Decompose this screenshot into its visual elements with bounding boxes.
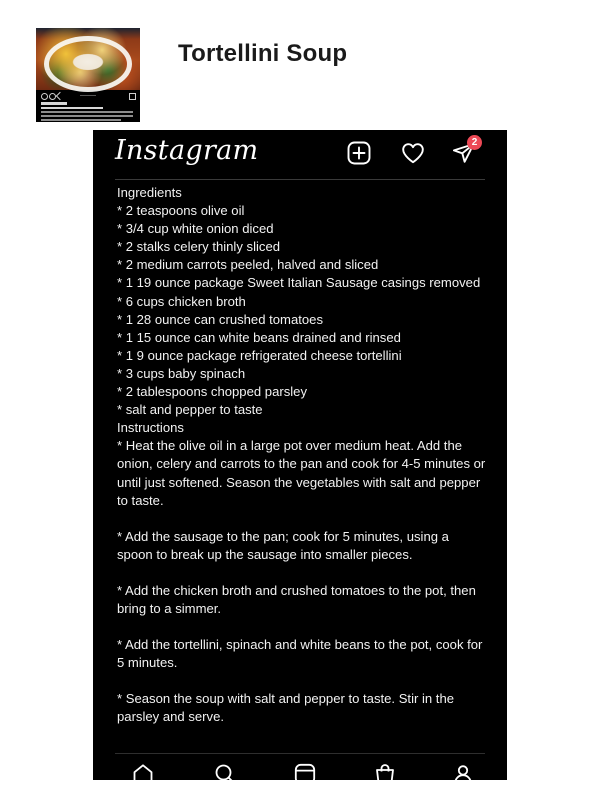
ingredient-item: * 1 28 ounce can crushed tomatoes <box>117 311 323 327</box>
instagram-app-screenshot <box>93 130 507 780</box>
ingredient-item: * 3/4 cup white onion diced <box>117 221 274 237</box>
instruction-step: * Add the sausage to the pan; cook for 5 minutes, using a spoon to break up the sausage into smaller pieces. <box>117 528 449 562</box>
thumbnail-caption <box>36 101 140 122</box>
paragraph-spacer <box>117 510 487 528</box>
document-header <box>0 0 612 125</box>
instructions-heading: Instructions <box>117 420 184 436</box>
ingredient-item: * 2 tablespoons chopped parsley <box>117 384 307 400</box>
bowl-rim <box>44 36 132 92</box>
heart-icon[interactable] <box>400 140 426 166</box>
paragraph-spacer <box>117 564 487 582</box>
ingredients-heading: Ingredients <box>117 185 182 200</box>
instagram-logo: Instagram <box>115 135 259 166</box>
search-icon[interactable] <box>213 762 237 780</box>
thumbnail-caption-line <box>41 115 133 117</box>
soup-photo <box>36 28 140 90</box>
ingredient-item: * 2 medium carrots peeled, halved and sliced <box>117 257 379 273</box>
thumbnail-username <box>41 107 103 109</box>
recipe-caption <box>117 184 487 726</box>
reels-icon[interactable] <box>293 762 317 780</box>
plus-square-icon[interactable] <box>346 140 372 166</box>
instruction-step: * Add the tortellini, spinach and white beans to the pot, cook for 5 minutes. <box>117 637 483 671</box>
paper-plane-icon[interactable] <box>451 137 478 166</box>
ingredient-item: * 1 9 ounce package refrigerated cheese tortellini <box>117 347 402 363</box>
save-icon <box>129 93 136 100</box>
ingredient-item: * 1 15 ounce can white beans drained and rinsed <box>117 329 401 345</box>
like-icon <box>41 93 48 100</box>
share-icon <box>56 92 64 100</box>
ingredient-item: * 6 cups chicken broth <box>117 293 246 309</box>
instruction-step: * Heat the olive oil in a large pot over medium heat. Add the onion, celery and carrots to the pan and cook for 4-5 minutes or until just softened. Season the vegetables with salt and pepper to taste. <box>117 438 486 508</box>
messenger-unread-badge: 2 <box>467 135 482 150</box>
instruction-step: * Add the chicken broth and crushed tomatoes to the pot, then bring to a simmer. <box>117 582 476 616</box>
thumbnail-like-count <box>41 102 67 105</box>
ingredient-item: * 2 stalks celery thinly sliced <box>117 239 281 255</box>
home-icon[interactable] <box>131 762 155 780</box>
ingredient-item: * salt and pepper to taste <box>117 402 263 418</box>
ingredient-item: * 2 teaspoons olive oil <box>117 203 245 219</box>
comment-icon <box>49 93 56 100</box>
paragraph-spacer <box>117 618 487 636</box>
instagram-top-bar <box>93 130 507 178</box>
page-title: Tortellini Soup <box>178 40 348 67</box>
profile-icon[interactable] <box>451 762 475 780</box>
instagram-post-thumbnail[interactable] <box>36 28 140 122</box>
ingredient-item: * 1 19 ounce package Sweet Italian Sausage casings removed <box>117 275 481 291</box>
thumbnail-action-bar <box>36 90 140 101</box>
shop-icon[interactable] <box>373 762 397 780</box>
header-divider <box>115 179 485 180</box>
ingredient-item: * 3 cups baby spinach <box>117 365 246 381</box>
carousel-dots <box>80 95 96 96</box>
instagram-bottom-nav <box>93 754 507 780</box>
instruction-step: * Season the soup with salt and pepper to taste. Stir in the parsley and serve. <box>117 691 455 725</box>
thumbnail-caption-line <box>41 119 121 121</box>
thumbnail-caption-line <box>41 111 133 113</box>
paragraph-spacer <box>117 672 487 690</box>
